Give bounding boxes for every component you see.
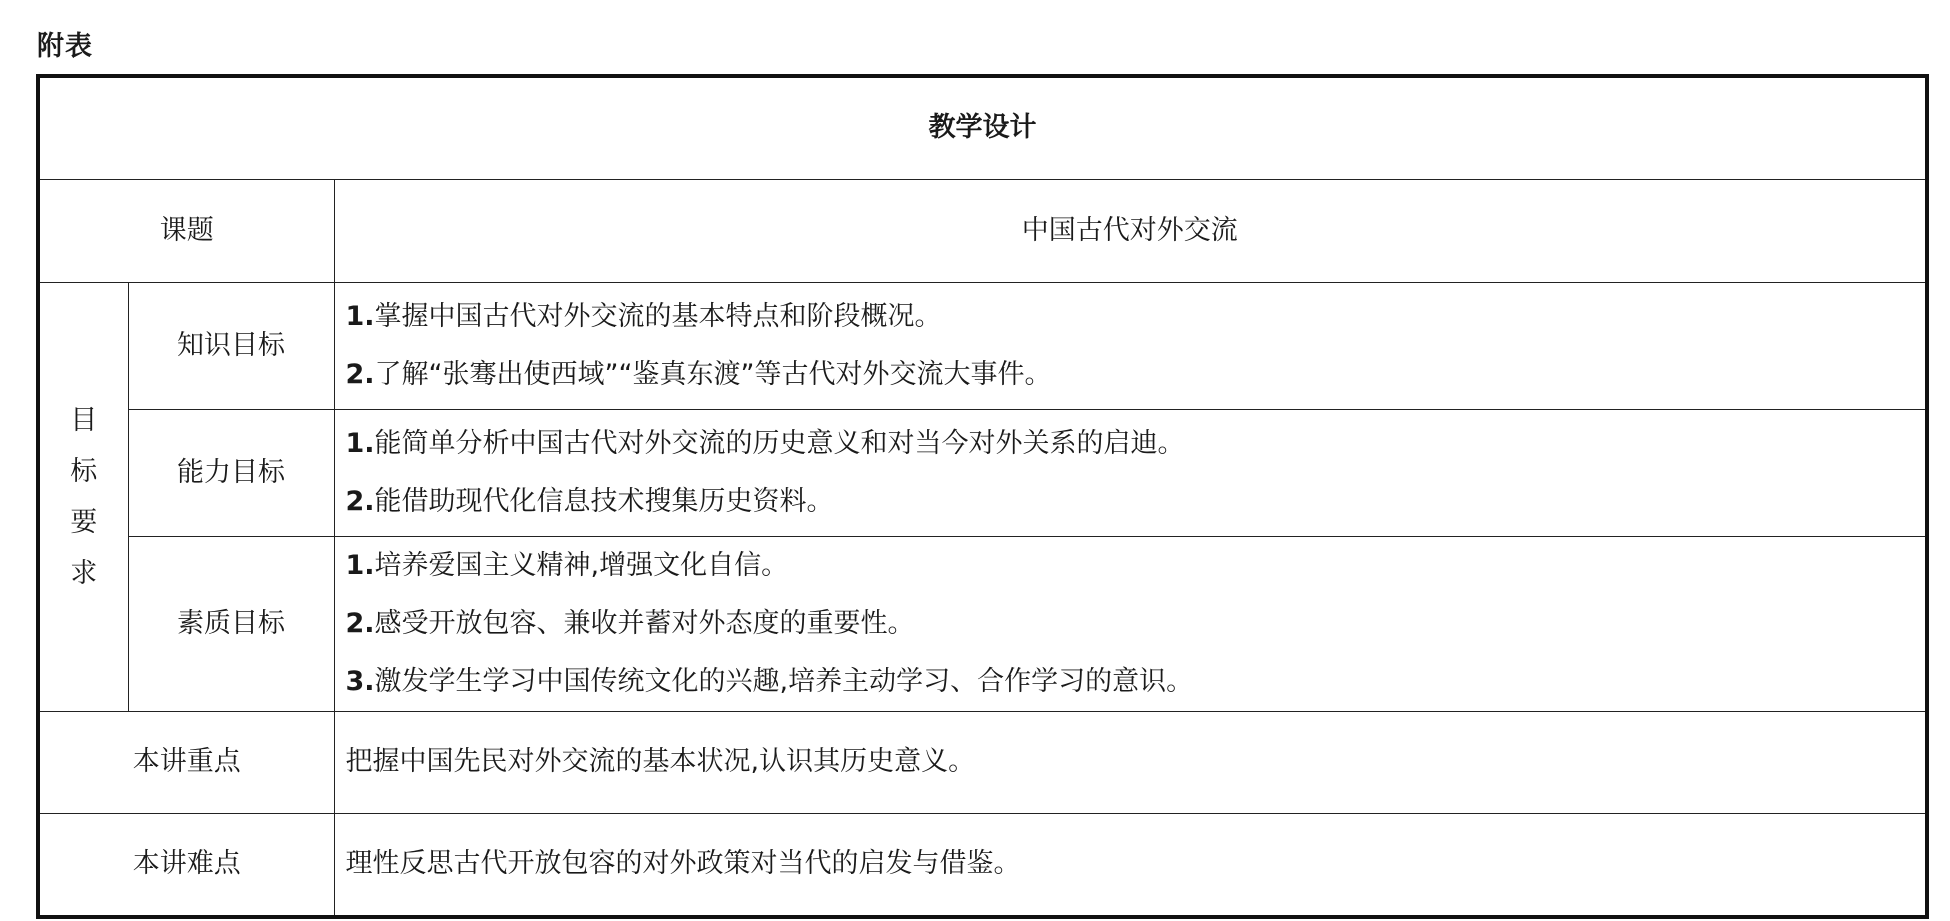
ability-goal-row bbox=[38, 410, 1927, 537]
goal-label-char: 目 bbox=[70, 405, 98, 436]
ability-goal-content bbox=[334, 410, 1927, 537]
appendix-heading: 附表 bbox=[37, 31, 93, 62]
goal-label-char: 要 bbox=[70, 507, 98, 538]
key-point-value: 把握中国先民对外交流的基本状况,认识其历史意义。 bbox=[334, 712, 1927, 814]
knowledge-goal-label: 知识目标 bbox=[128, 283, 334, 410]
goal-label-char: 标 bbox=[70, 456, 98, 487]
list-item: 3.激发学生学习中国传统文化的兴趣,培养主动学习、合作学习的意识。 bbox=[345, 666, 1194, 697]
goal-label-char: 求 bbox=[70, 558, 98, 589]
list-item: 2.感受开放包容、兼收并蓄对外态度的重要性。 bbox=[345, 608, 915, 639]
quality-goal-row bbox=[38, 537, 1927, 712]
key-point-label: 本讲重点 bbox=[38, 712, 334, 814]
difficulty-label: 本讲难点 bbox=[38, 814, 334, 918]
table-title-row bbox=[38, 76, 1927, 180]
list-item: 2.能借助现代化信息技术搜集历史资料。 bbox=[345, 486, 834, 517]
list-item: 1.培养爱国主义精神,增强文化自信。 bbox=[345, 550, 789, 581]
knowledge-goal-row bbox=[38, 283, 1927, 410]
knowledge-goal-content bbox=[334, 283, 1927, 410]
teaching-design-table bbox=[36, 74, 1929, 919]
difficulty-row bbox=[38, 814, 1927, 918]
ability-goal-label: 能力目标 bbox=[128, 410, 334, 537]
topic-label: 课题 bbox=[38, 180, 334, 283]
list-item: 2.了解“张骞出使西域”“鉴真东渡”等古代对外交流大事件。 bbox=[345, 359, 1052, 390]
goal-requirements-label bbox=[38, 283, 128, 712]
key-point-row bbox=[38, 712, 1927, 814]
quality-goal-label: 素质目标 bbox=[128, 537, 334, 712]
difficulty-value: 理性反思古代开放包容的对外政策对当代的启发与借鉴。 bbox=[334, 814, 1927, 918]
list-item: 1.掌握中国古代对外交流的基本特点和阶段概况。 bbox=[345, 301, 942, 332]
table-title: 教学设计 bbox=[38, 76, 1927, 180]
list-item: 1.能简单分析中国古代对外交流的历史意义和对当今对外关系的启迪。 bbox=[345, 428, 1185, 459]
topic-row bbox=[38, 180, 1927, 283]
topic-value: 中国古代对外交流 bbox=[334, 180, 1927, 283]
quality-goal-content bbox=[334, 537, 1927, 712]
